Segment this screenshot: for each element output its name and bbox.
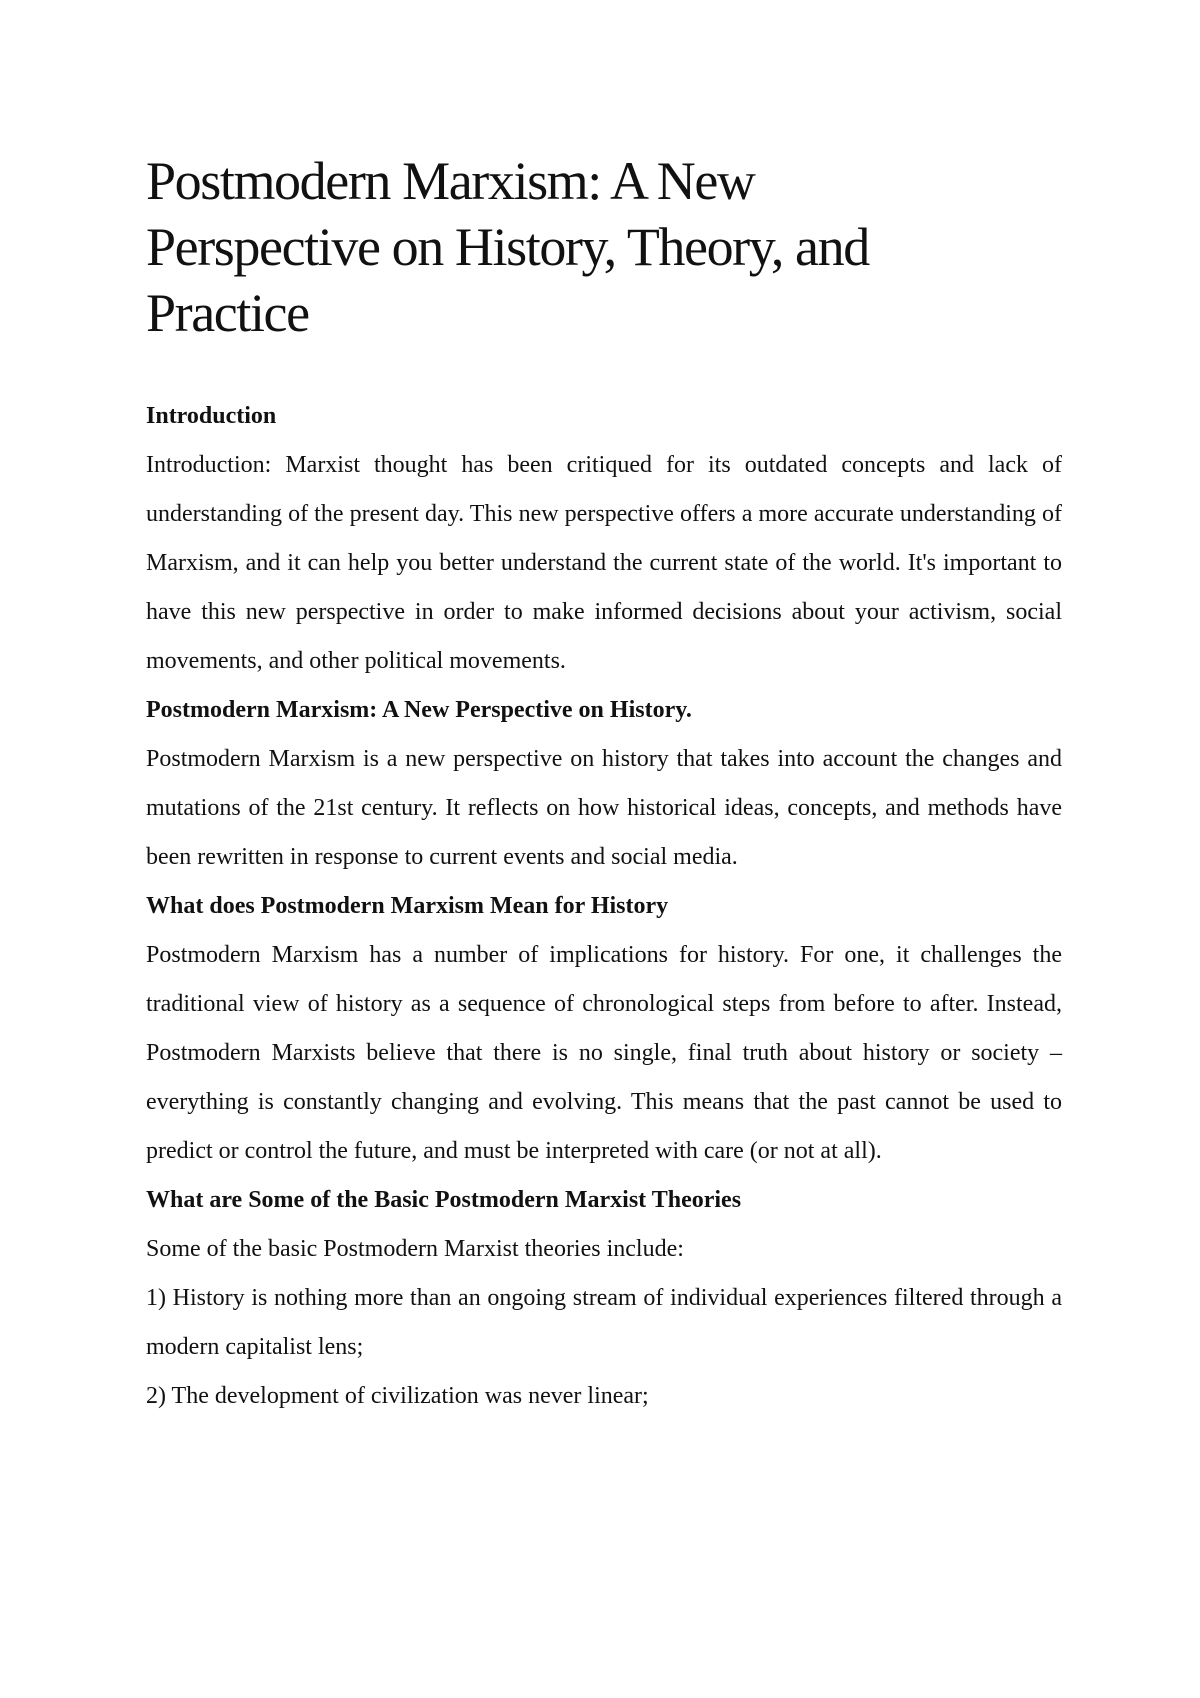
section-heading: Postmodern Marxism: A New Perspective on History.: [146, 697, 692, 723]
document-body: [146, 148, 1062, 1421]
section-heading: What are Some of the Basic Postmodern Marxist Theories: [146, 1187, 742, 1213]
list-item: 2) The development of civilization was never linear;: [146, 1383, 649, 1409]
paragraph: Postmodern Marxism is a new perspective on history that takes into account the changes and mutations of the 21st century. It reflects on how historical ideas, concepts, and methods have been rewritten in response to current events and social media.: [146, 746, 1062, 870]
document-title: Postmodern Marxism: A New Perspective on History, Theory, and Practice: [146, 151, 869, 343]
list-item: 1) History is nothing more than an ongoing stream of individual experiences filtered through a modern capitalist lens;: [146, 1285, 1062, 1360]
paragraph: Postmodern Marxism has a number of implications for history. For one, it challenges the traditional view of history as a sequence of chronological steps from before to after. Instead, Postmodern Marxists believe that there is no single, final truth about history or society – everything is constantly changing and evolving. This means that the past cannot be used to predict or control the future, and must be interpreted with care (or not at all).: [146, 942, 1062, 1164]
section-meaning-for-history: [146, 882, 1062, 1176]
section-heading: Introduction: [146, 403, 277, 429]
section-new-perspective-on-history: [146, 686, 1062, 882]
section-basic-theories: [146, 1176, 1062, 1421]
paragraph: Introduction: Marxist thought has been critiqued for its outdated concepts and lack of understanding of the present day. This new perspective offers a more accurate understanding of Marxism, and it can help you better understand the current state of the world. It's important to have this new perspective in order to make informed decisions about your activism, social movements, and other political movements.: [146, 452, 1062, 674]
paragraph: Some of the basic Postmodern Marxist theories include:: [146, 1236, 684, 1262]
section-heading: What does Postmodern Marxism Mean for History: [146, 893, 669, 919]
section-introduction: [146, 392, 1062, 686]
